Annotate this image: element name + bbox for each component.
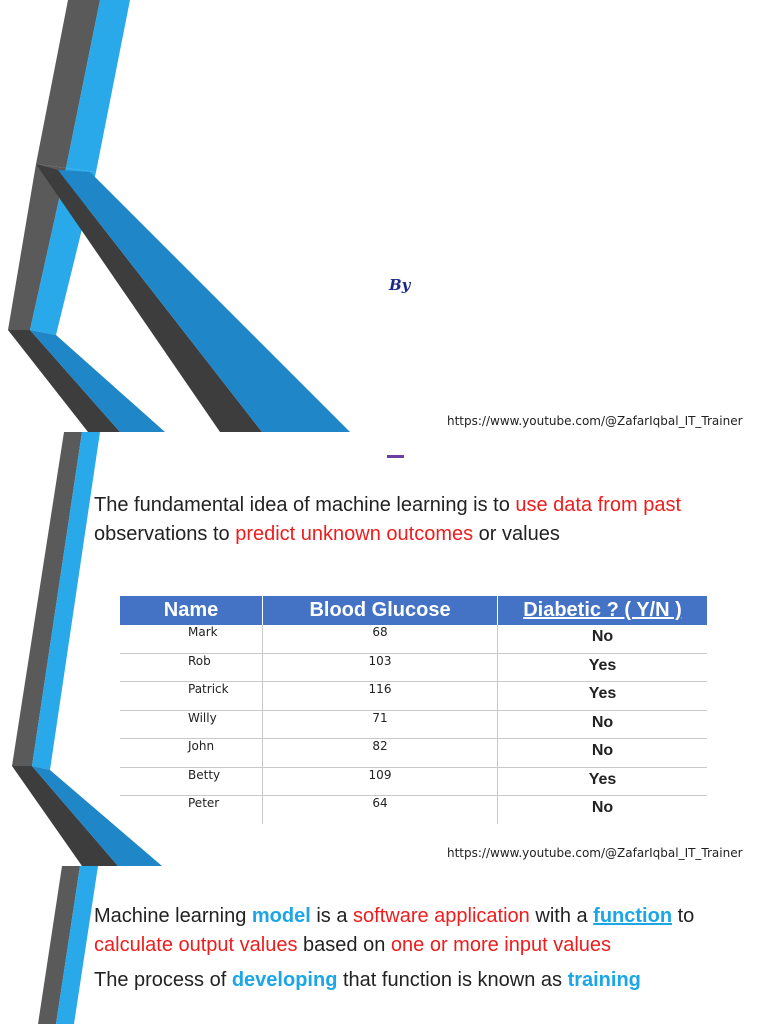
cell-name: John	[120, 739, 263, 768]
highlight-developing: developing	[231, 969, 338, 991]
header-diabetic: Diabetic ? ( Y/N )	[498, 596, 708, 625]
cell-diabetic: Yes	[498, 682, 708, 711]
cell-diabetic: No	[498, 796, 708, 824]
text-part: is a	[310, 905, 354, 927]
highlight-function: function	[593, 905, 673, 927]
text-part: based on	[297, 934, 391, 956]
cell-glucose: 82	[263, 739, 498, 768]
intro-text	[94, 491, 764, 549]
cell-diabetic: Yes	[498, 653, 708, 682]
table-row	[120, 682, 707, 711]
table-header-row	[120, 596, 707, 625]
intro-highlight-predict: predict unknown outcomes	[235, 523, 474, 545]
cell-glucose: 109	[263, 767, 498, 796]
table-row	[120, 625, 707, 653]
table-row	[120, 767, 707, 796]
intro-text-part: The fundamental idea of machine learning is to	[94, 494, 516, 516]
cell-name: Rob	[120, 653, 263, 682]
slide-title	[0, 0, 768, 432]
text-part: to	[672, 905, 695, 927]
cell-diabetic: No	[498, 625, 708, 653]
intro-text-part: or values	[473, 523, 560, 545]
youtube-url: https://www.youtube.com/@ZafarIqbal_IT_Trainer	[447, 414, 743, 428]
text-part: The process of	[94, 969, 232, 991]
cell-name: Betty	[120, 767, 263, 796]
table-row	[120, 710, 707, 739]
intro-text-part: observations to	[94, 523, 236, 545]
decorative-stripes	[0, 0, 380, 432]
cell-diabetic: No	[498, 710, 708, 739]
text-part: that function is known as	[337, 969, 568, 991]
highlight-model: model	[251, 905, 311, 927]
divider-dash	[387, 455, 404, 458]
table-row	[120, 796, 707, 824]
header-name: Name	[120, 596, 263, 625]
highlight-input-values: one or more input values	[390, 934, 612, 956]
model-definition-text	[94, 902, 768, 960]
cell-name: Willy	[120, 710, 263, 739]
table-row	[120, 653, 707, 682]
youtube-url: https://www.youtube.com/@ZafarIqbal_IT_Trainer	[447, 846, 743, 860]
by-label: By	[389, 276, 411, 294]
cell-name: Peter	[188, 796, 220, 810]
cell-glucose: 103	[263, 653, 498, 682]
cell-diabetic: Yes	[498, 767, 708, 796]
training-definition-text	[94, 966, 768, 995]
highlight-training: training	[567, 969, 641, 991]
text-part: with a	[529, 905, 594, 927]
intro-highlight-past-data: use data from past	[515, 494, 682, 516]
cell-glucose: 68	[263, 625, 498, 653]
cell-name: Mark	[120, 625, 263, 653]
highlight-software-application: software application	[353, 905, 530, 927]
slide-ml-idea	[0, 432, 768, 866]
slide-ml-model	[0, 866, 768, 1024]
table-row	[120, 739, 707, 768]
cell-diabetic: No	[498, 739, 708, 768]
header-blood-glucose: Blood Glucose	[263, 596, 498, 625]
cell-glucose: 71	[263, 710, 498, 739]
cell-glucose: 64	[263, 796, 498, 824]
text-part: Machine learning	[94, 905, 252, 927]
highlight-output-values: calculate output values	[94, 934, 298, 956]
cell-glucose: 116	[263, 682, 498, 711]
cell-name: Patrick	[120, 682, 263, 711]
diabetes-table	[120, 596, 707, 824]
